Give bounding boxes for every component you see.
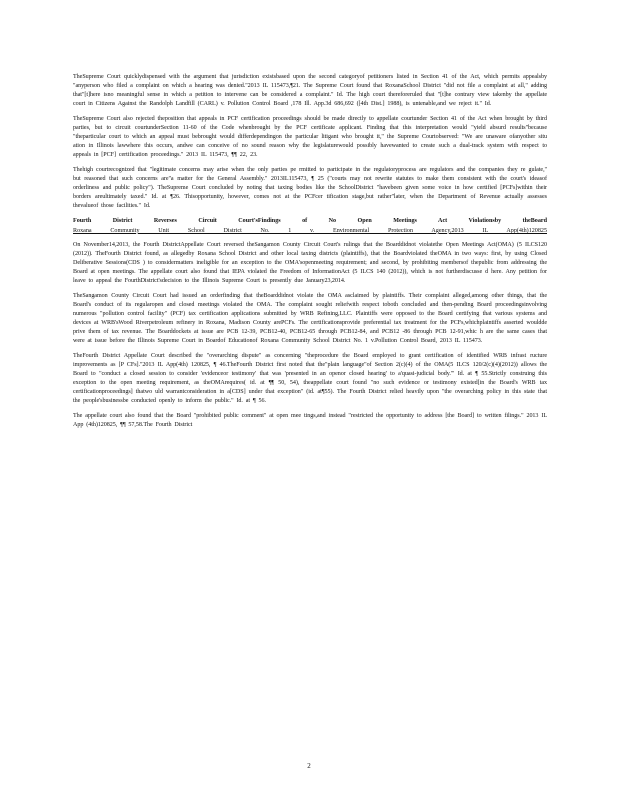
section-heading: Fourth District Reverses Circuit Court'sFindings of No Open Meetings Act Violationsby theBoard: [73, 217, 547, 224]
paragraph-legitimate-concerns: Thehigh courtrecognized that "legitimate concerns may arise when the only parties pe rmitted to participate in the regulatoryprocess are regulators and the companies they re gulate," but reasoned that such concerns are"a matter for the General Assembly." 2013IL115473, ¶ 25 ("courts may not rewrite statutes to make them consistent with the court's ideasof orderliness and public policy"). TheSupreme Court concluded by noting that taxing bodies like the SchoolDistrict "havebeen given some voice in how certified [PCFs]within their borders areultimately taxed." Id. at ¶26. Thisopportunity, however, comes not at the PCFcer tification stage,but rather"later, when the Department of Revenue actually assesses thevalueof those facilities." Id.: [73, 166, 547, 210]
paragraph-reversal: On November14,2013, the Fourth DistrictAppellate Court reversed theSangamon County Circuit Court's rulings that the Boarddidnot violatethe Open Meetings Act(OMA) (5 ILCS120 (2012)). TheFourth District found, as allegedby Roxana School District and other local taxing districts (plaintiffs), that the Boardviolated theOMA in two ways: first, by using Closed Deliberative Sessions(CDS ) to considermatters ineligible for an exception to the OMA'sopenmeeting requirement; and second, by prohibiting membersof thepublic from addressing the Board at open meetings. The appellate court also found that IEPA violated the Freedom of InformationAct (5 ILCS 140 (2012)), which is not furtherdiscusse d here. Any petition for leave to appeal the FourthDistrict'sdecision to the Illinois Supreme Court is presently due January23,2014.: [73, 241, 547, 285]
paragraph-overarching-dispute: TheFourth District Appellate Court described the "overarching dispute" as concerning "theprocedure the Board employed to grant certification of identified WRB infrast ructure improvements as [P CFs]."2013 IL App(4th) 120825, ¶ 46.TheFourth District first noted that the"plain language"of Section 2(c)(4) of the OMA(5 ILCS 120/2(c)(4)(2012)) allows the Board to "conduct a closed session to consider 'evidenceor testimony' that was 'presented in an openor closed hearing' to a'quasi-judicial body.'" Id. at ¶ 55.Strictly construing this exception to the open meeting requirement, as theOMArequires( id. at ¶¶ 50, 54), theappellate court found "no such evidence or testimony existed[in the Board's WRB tax certificationproceedings] thatwo uld warrantconsideration in a[CDS] under that exception" (id. at¶55). The Fourth District relied heavily upon "the overarching policy in this state that the people'sbusinessbe conducted openly to inform the public." Id. at ¶ 56.: [73, 352, 547, 405]
page-number: 2: [307, 762, 311, 770]
paragraph-circuit-order: TheSangamon County Circuit Court had issued an orderfinding that theBoarddidnot violate the OMA asclaimed by plaintiffs. Their complaint alleged,among other things, that the Board's conduct of its regularopen and closed meetings violated the OMA. The complaint sought reliefwith respect toboth concluded and then-pending Board proceedingsinvolving numerous "pollution control facility" (PCF) tax certification applications submitted by WRB Refining,LLC. Plaintiffs were opposed to the Board certifying that various systems and devices at WRB'sWood Riverpetroleum refinery in Roxana, Madison County arePCFs. The certificationsprovide preferential tax treatment for the PCFs,whichplaintiffs asserted wouldde prive them of tax revenue. The Boarddockets at issue are PCB 12-39, PCB12-40, PCB12-65 through PCB12-84, and PCB12 -86 through PCB 12-91,whic h are the same cases that were at issue before the Illinois Supreme Court in Boardof Educationof Roxana Community School District No. 1 v.Pollution Control Board, 2013 IL 115473.: [73, 292, 547, 345]
case-citation: Roxana Community Unit School District No. 1 v. Environmental Protection Agency,2013 IL App(4th)120825: [73, 227, 547, 234]
paragraph-public-comment: The appellate court also found that the Board "prohibited public comment" at open mee tings,and instead "restricted the opportunity to address [the Board] to written filings." 2013 IL App (4th)120825, ¶¶ 57,58.The Fourth District: [73, 412, 547, 428]
document-body: [73, 73, 547, 436]
paragraph-dual-track: TheSupreme Court also rejected theposition that appeals in PCF certification proceedings should be made directly to appellate courtunder Section 41 of the Act when brought by third parties, but to circuit courtunderSection 11-60 of the Code whenbrought by the PCF certificate applicant. Finding that this interpretation would "yield absurd results"because "theparticular court to which an appeal must bebrought would differdependingon the particular litigant who brought it," the Supreme Courtobserved: "We are unaware ofanyother situ ation in Illinois lawwhere this occurs, andwe can conceive of no sound reason why the legislaturewould possibly havewanted to create such a dual-track system with respect to appeals in [PCF] certification proceedings." 2013 IL 115473, ¶¶ 22, 23.: [73, 115, 547, 159]
paragraph-jurisdiction: TheSupreme Court quicklydispensed with the argument that jurisdiction existsbased upon the second categoryof petitioners listed in Section 41 of the Act, which permits appealsby "anyperson who filed a complaint on which a hearing was denied."2013 IL 115473,¶21. The Supreme Court found that RoxanaSchool District "did not file a complaint at all," adding that"[t]here isno meaningful sense in which a petition to intervene can be considered a complaint." Id. The high court thereforeruled that "[t]he contrary view takenby the appellate court in Citizens Against the Randolph Landfill (CARL) v. Pollution Control Board ,178 Ill. App.3d 686,692 ([4th Dist.] 1988), is untenable,and we reject it." Id.: [73, 74, 547, 108]
